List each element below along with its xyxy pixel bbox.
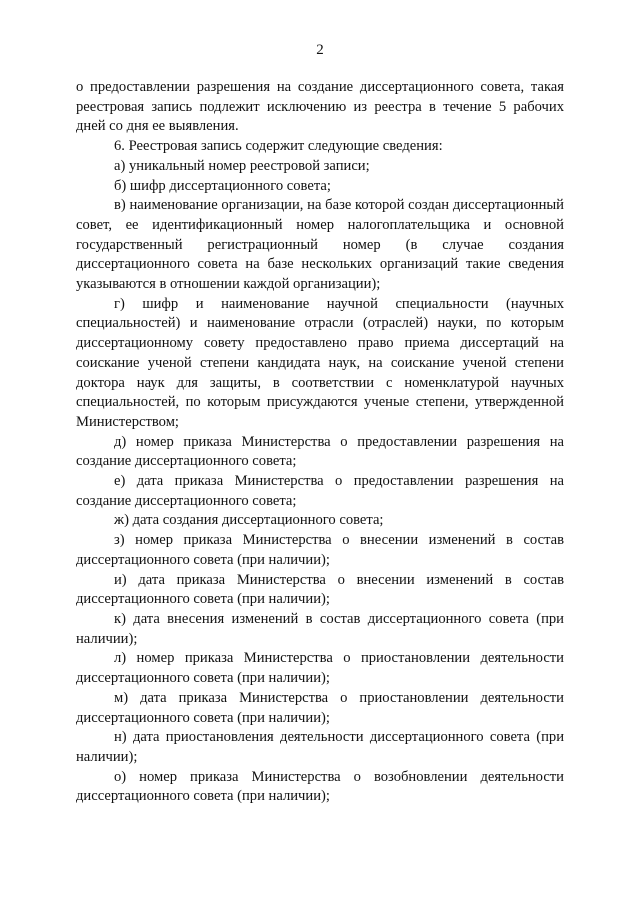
document-paragraph: и) дата приказа Министерства о внесении изменений в состав диссертационного совета (при наличии);	[76, 571, 564, 608]
document-paragraph: л) номер приказа Министерства о приостановлении деятельности диссертационного совета (при наличии);	[76, 650, 564, 687]
document-paragraph: н) дата приостановления деятельности диссертационного совета (при наличии);	[76, 729, 564, 765]
document-paragraph: б) шифр диссертационного совета;	[114, 177, 331, 194]
document-paragraph: д) номер приказа Министерства о предоставлении разрешения на создание диссертационного совета;	[76, 433, 564, 470]
document-paragraph: з) номер приказа Министерства о внесении изменений в состав диссертационного совета (при наличии);	[76, 532, 564, 568]
document-paragraph: м) дата приказа Министерства о приостановлении деятельности диссертационного совета (при наличии);	[76, 689, 564, 726]
document-paragraph: 6. Реестровая запись содержит следующие сведения:	[114, 138, 443, 155]
document-paragraph: г) шифр и наименование научной специальности (научных специальностей) и наименование отрасли (отраслей) науки, по которым диссертационному совету предоставлено право приема диссертаций на соискание ученой степени кандидата наук, на соискание ученой степени доктора наук для защиты, в соответствии с номенклатурой научных специальностей, по которым присуждаются ученые степени, утвержденной Министерством;	[76, 295, 564, 430]
document-paragraph: в) наименование организации, на базе которой создан диссертационный совет, ее идентификационный номер налогоплательщика и основной государственный регистрационный номер (в случае создания диссертационного совета на базе нескольких организаций такие сведения указываются в отношении каждой организации);	[76, 197, 564, 293]
document-paragraph: о предоставлении разрешения на создание диссертационного совета, такая реестровая запись подлежит исключению из реестра в течение 5 рабочих дней со дня ее выявления.	[76, 79, 564, 135]
document-body	[76, 78, 564, 807]
document-paragraph: а) уникальный номер реестровой записи;	[114, 157, 370, 174]
document-paragraph: о) номер приказа Министерства о возобновлении деятельности диссертационного совета (при наличии);	[76, 768, 564, 805]
document-paragraph: е) дата приказа Министерства о предоставлении разрешения на создание диссертационного совета;	[76, 473, 564, 509]
document-paragraph: ж) дата создания диссертационного совета;	[114, 512, 384, 529]
document-paragraph: к) дата внесения изменений в состав диссертационного совета (при наличии);	[76, 610, 564, 647]
page-number: 2	[316, 42, 324, 58]
